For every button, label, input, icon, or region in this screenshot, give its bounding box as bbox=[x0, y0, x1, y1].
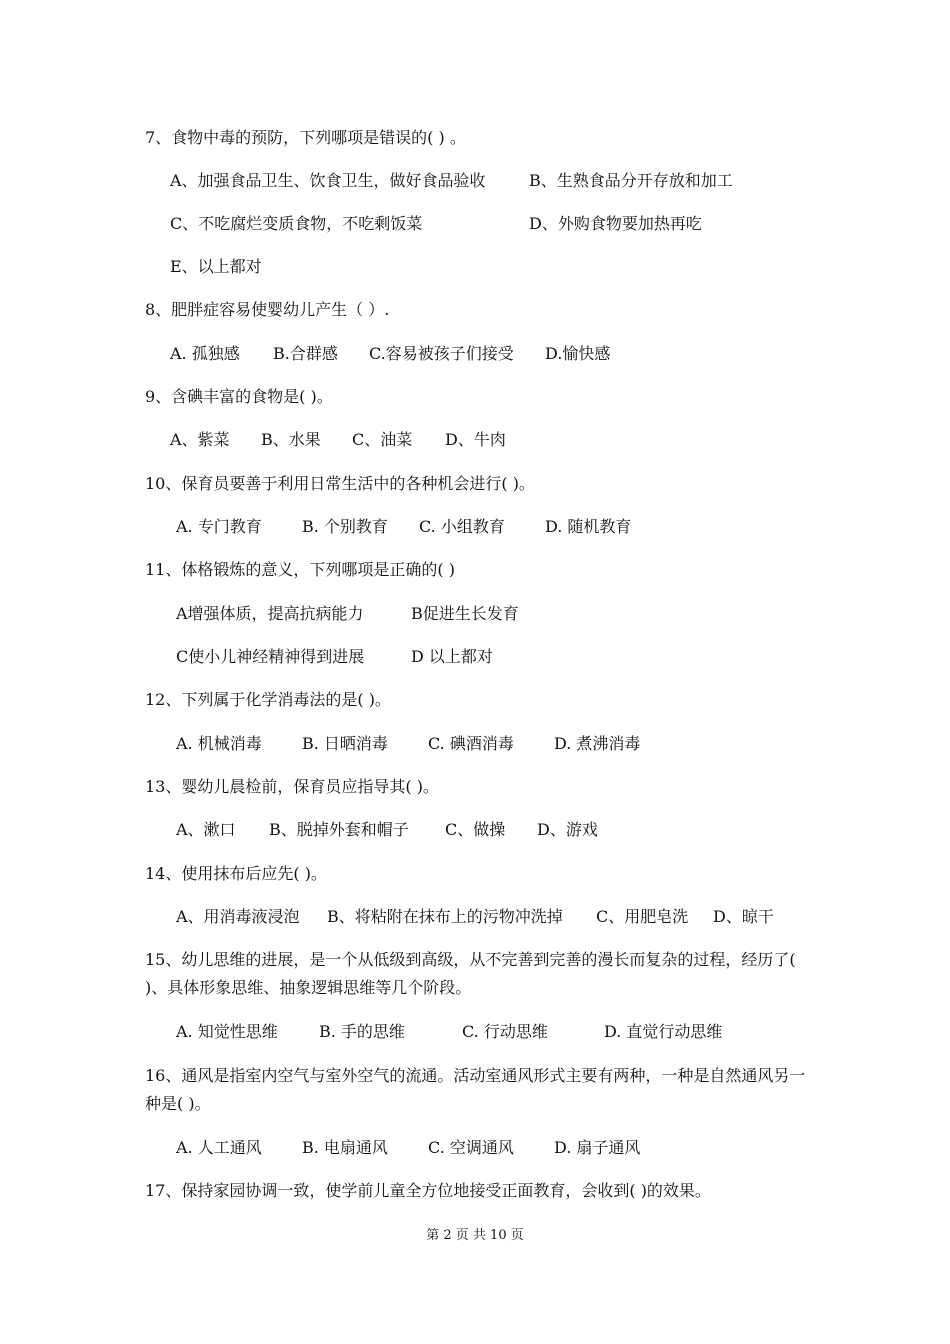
question-15: 15、幼儿思维的进展，是一个从低级到高级，从不完善到完善的漫长而复杂的过程，经历了( )、具体形象思维、抽象逻辑思维等几个阶段。 bbox=[145, 950, 796, 997]
option-11a: A增强体质，提高抗病能力 bbox=[176, 604, 364, 623]
option-10d: D. 随机教育 bbox=[545, 517, 632, 536]
option-15c: C. 行动思维 bbox=[462, 1022, 548, 1041]
option-13a: A、漱口 bbox=[176, 820, 236, 839]
option-9a: A、紫菜 bbox=[170, 430, 230, 449]
page-number-footer: 第 2 页 共 10 页 bbox=[426, 1228, 524, 1243]
option-8b: B.合群感 bbox=[273, 344, 338, 363]
question-8: 8、肥胖症容易使婴幼儿产生（ ）. bbox=[145, 300, 390, 319]
question-7: 7、食物中毒的预防，下列哪项是错误的( ) 。 bbox=[145, 128, 466, 147]
option-13b: B、脱掉外套和帽子 bbox=[269, 820, 409, 839]
option-7b: B、生熟食品分开存放和加工 bbox=[529, 171, 733, 190]
question-9: 9、含碘丰富的食物是( )。 bbox=[145, 387, 333, 406]
option-15d: D. 直觉行动思维 bbox=[604, 1022, 723, 1041]
option-9d: D、牛肉 bbox=[445, 430, 506, 449]
question-14: 14、使用抹布后应先( )。 bbox=[145, 864, 327, 883]
option-14d: D、晾干 bbox=[713, 907, 774, 926]
option-10b: B. 个别教育 bbox=[302, 517, 388, 536]
option-7e: E、以上都对 bbox=[170, 257, 262, 276]
option-13d: D、游戏 bbox=[537, 820, 598, 839]
option-7c: C、不吃腐烂变质食物，不吃剩饭菜 bbox=[170, 214, 423, 233]
option-14b: B、将粘附在抹布上的污物冲洗掉 bbox=[327, 907, 563, 926]
option-16d: D. 扇子通风 bbox=[554, 1138, 641, 1157]
option-16c: C. 空调通风 bbox=[428, 1138, 514, 1157]
option-12b: B. 日晒消毒 bbox=[302, 734, 388, 753]
option-8d: D.愉快感 bbox=[545, 344, 611, 363]
option-14a: A、用消毒液浸泡 bbox=[176, 907, 300, 926]
question-13: 13、婴幼儿晨检前，保育员应指导其( )。 bbox=[145, 777, 439, 796]
option-10c: C. 小组教育 bbox=[419, 517, 505, 536]
option-16a: A. 人工通风 bbox=[176, 1138, 262, 1157]
question-11: 11、体格锻炼的意义，下列哪项是正确的( ) bbox=[145, 560, 455, 579]
option-11b: B促进生长发育 bbox=[411, 604, 519, 623]
option-9b: B、水果 bbox=[261, 430, 321, 449]
option-14c: C、用肥皂洗 bbox=[596, 907, 689, 926]
question-16: 16、通风是指室内空气与室外空气的流通。活动室通风形式主要有两种，一种是自然通风另一种是( )。 bbox=[145, 1066, 806, 1113]
question-10: 10、保育员要善于利用日常生活中的各种机会进行( )。 bbox=[145, 474, 535, 493]
option-12d: D. 煮沸消毒 bbox=[554, 734, 641, 753]
option-7d: D、外购食物要加热再吃 bbox=[529, 214, 702, 233]
option-15b: B. 手的思维 bbox=[319, 1022, 405, 1041]
option-16b: B. 电扇通风 bbox=[302, 1138, 388, 1157]
option-12c: C. 碘酒消毒 bbox=[428, 734, 514, 753]
question-12: 12、下列属于化学消毒法的是( )。 bbox=[145, 690, 391, 709]
option-10a: A. 专门教育 bbox=[176, 517, 262, 536]
option-11c: C使小儿神经精神得到进展 bbox=[176, 647, 365, 666]
option-7a: A、加强食品卫生、饮食卫生，做好食品验收 bbox=[170, 171, 486, 190]
option-8c: C.容易被孩子们接受 bbox=[369, 344, 514, 363]
option-8a: A. 孤独感 bbox=[170, 344, 240, 363]
option-15a: A. 知觉性思维 bbox=[176, 1022, 278, 1041]
option-13c: C、做操 bbox=[445, 820, 506, 839]
question-17: 17、保持家园协调一致，使学前儿童全方位地接受正面教育，会收到( )的效果。 bbox=[145, 1181, 711, 1200]
option-11d: D 以上都对 bbox=[411, 647, 493, 666]
option-12a: A. 机械消毒 bbox=[176, 734, 262, 753]
option-9c: C、油菜 bbox=[352, 430, 413, 449]
